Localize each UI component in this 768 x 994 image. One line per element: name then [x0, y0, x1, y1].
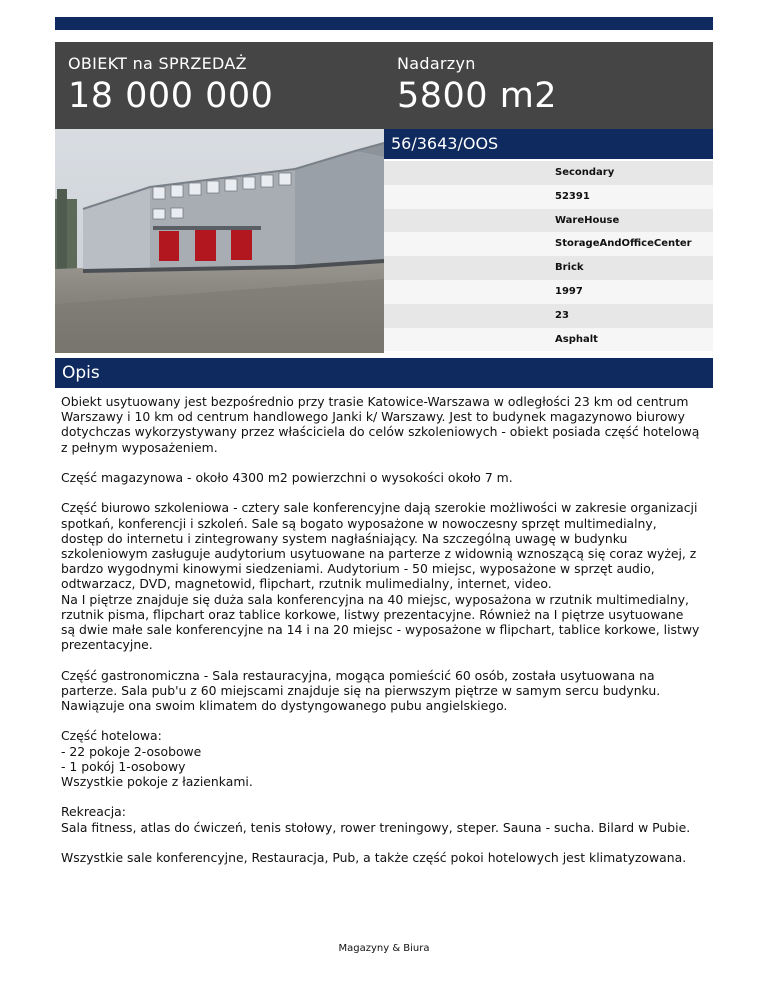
description-heading: Opis: [55, 358, 713, 388]
description-paragraph: Rekreacja: Sala fitness, atlas do ćwiczeń, tenis stołowy, rower treningowy, steper. Sauna - sucha. Bilard w Pubie.: [61, 804, 691, 835]
description-paragraph: Obiekt usytuowany jest bezpośrednio przy trasie Katowice-Warszawa w odległości 23 km od centrum Warszawy i 10 km od centrum handlowego Janki k/ Warszawy. Jest to budynek magazynowo biurowy dotychczas wykorzystywany przez właściciela do celów szkoleniowych - obiekt posiada część hotelową z pełnym wyposażeniem.: [61, 394, 700, 455]
attr-material: Brick: [384, 256, 713, 280]
price-value: 18 000 000: [68, 76, 274, 116]
offer-type-label: OBIEKT na SPRZEDAŻ: [68, 54, 247, 73]
attr-year: 1997: [384, 280, 713, 304]
property-photo: [55, 129, 384, 353]
description-body: [61, 394, 701, 880]
location-label: Nadarzyn: [397, 54, 476, 73]
attr-subtype: StorageAndOfficeCenter: [384, 232, 713, 256]
description-paragraph: Część magazynowa - około 4300 m2 powierzchni o wysokości około 7 m.: [61, 470, 513, 485]
attributes-table: [384, 161, 713, 351]
attr-type: WareHouse: [384, 209, 713, 233]
description-paragraph: Część biurowo szkoleniowa - cztery sale konferencyjne dają szerokie możliwości w zakresie organizacji spotkań, konferencji i szkoleń. Sale są bogato wyposażone w nowoczesny sprzęt multimedialny, dostęp do internetu i zintegrowany system nagłaśniający. Na szczególną uwagę w budynku szkoleniowym zasługuje audytorium usytuowane na parterze z widownią wznoszącą się coraz wyżej, z bardzo wygodnymi kinowymi siedzeniami. Audytorium - 50 miejsc, wyposażone w sprzęt audio, odtwarzacz, DVD, magnetowid, flipchart, rzutnik mulimedialny, internet, video. Na I piętrze znajduje się duża sala konferencyjna na 40 miejsc, wyposażona w rzutnik multimedialny, rzutnik pisma, flipchart oraz tablice korkowe, listwy prezentacyjne. Również na I piętrze usytuowane są dwie małe sale konferencyjne na 14 i na 20 miejsc - wyposażone w flipchart, tablice korkowe, listwy prezentacyjne.: [61, 500, 700, 653]
reference-number: 56/3643/OOS: [384, 129, 713, 159]
attr-id: 52391: [384, 185, 713, 209]
area-block: [397, 54, 557, 118]
attr-market: Secondary: [384, 161, 713, 185]
footer-text: Magazyny & Biura: [338, 943, 430, 954]
description-paragraph: Część gastronomiczna - Sala restauracyjna, mogąca pomieścić 60 osób, została usytuowana na parterze. Sala pub'u z 60 miejscami znajduje się na pierwszym piętrze w samym sercu budynku. Nawiązuje ona swoim klimatem do dystyngowanego pubu angielskiego.: [61, 667, 661, 714]
top-accent-bar: [55, 17, 713, 30]
description-paragraph: Część hotelowa: - 22 pokoje 2-osobowe - 1 pokój 1-osobowy Wszystkie pokoje z łazienkami.: [61, 728, 253, 790]
price-block: [68, 54, 273, 118]
attr-number: 23: [384, 304, 713, 328]
description-paragraph: Wszystkie sale konferencyjne, Restauracja, Pub, a także część pokoi hotelowych jest klimatyzowana.: [61, 850, 687, 865]
attr-surface: Asphalt: [384, 328, 713, 352]
area-value: 5800 m2: [397, 76, 558, 116]
listing-header: [55, 42, 713, 129]
